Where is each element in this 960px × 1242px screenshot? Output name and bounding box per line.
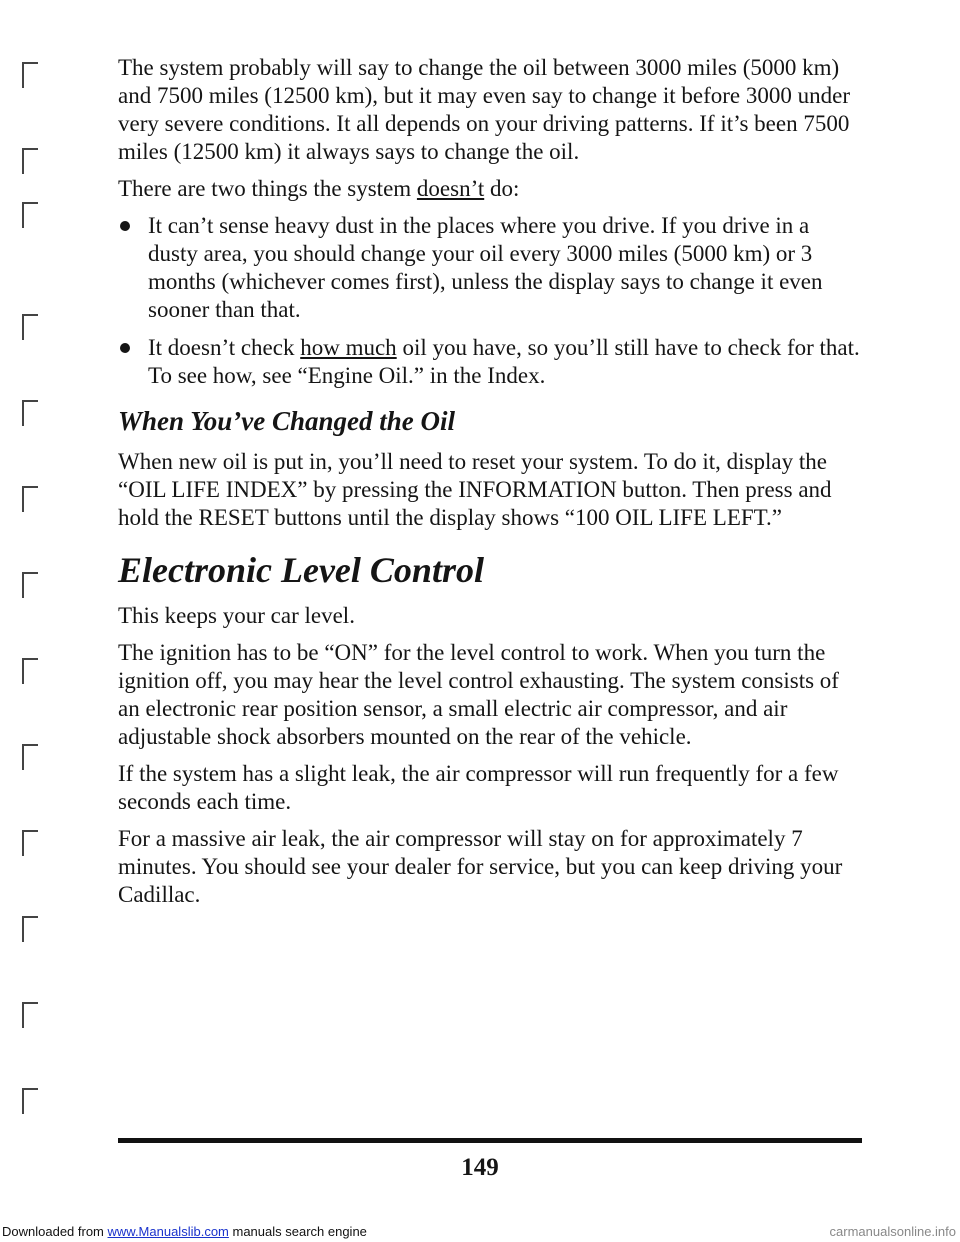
margin-mark xyxy=(22,744,38,770)
section-heading-level-control: Electronic Level Control xyxy=(118,550,484,590)
bullet-icon xyxy=(120,221,130,231)
margin-mark xyxy=(22,1002,38,1028)
level-paragraph-1: This keeps your car level. xyxy=(118,603,355,628)
margin-mark xyxy=(22,62,38,88)
page-content xyxy=(118,54,860,918)
page-number: 149 xyxy=(461,1154,499,1181)
list-item xyxy=(118,334,860,390)
limitations-list xyxy=(118,212,860,390)
bullet-text: It can’t sense heavy dust in the places where you drive. If you drive in a dusty area, you should change your oil every 3000 miles (5000 km) or 3 months (whichever comes first), unless the display says to change it even sooner than that. xyxy=(148,213,823,322)
bullet-lead: It doesn’t check xyxy=(148,335,301,360)
binding-margin-marks xyxy=(0,0,60,1242)
margin-mark xyxy=(22,202,38,228)
margin-mark xyxy=(22,916,38,942)
section-heading-changed-oil: When You’ve Changed the Oil xyxy=(118,406,456,436)
level-paragraph-4: For a massive air leak, the air compressor will stay on for approximately 7 minutes. You should see your dealer for service, but you can keep driving your Cadillac. xyxy=(118,826,843,907)
bullet-tail: oil you have, so you’ll still have to check for that. To see how, see “Engine Oil.” in the Index. xyxy=(148,335,860,388)
margin-mark xyxy=(22,658,38,684)
doesnt-lead: There are two things the system xyxy=(118,176,417,201)
doesnt-tail: do: xyxy=(484,176,520,201)
bullet-icon xyxy=(120,343,130,353)
level-paragraph-2: The ignition has to be “ON” for the level control to work. When you turn the ignition off, you may hear the level control exhausting. The system consists of an electronic rear position sensor, a small electric air compressor, and air adjustable shock absorbers mounted on the rear of the vehicle. xyxy=(118,640,839,749)
margin-mark xyxy=(22,830,38,856)
doesnt-underlined: doesn’t xyxy=(416,176,485,201)
margin-mark xyxy=(22,314,38,340)
watermark-text: carmanualsonline.info xyxy=(829,1224,956,1239)
footer-prefix: Downloaded from xyxy=(2,1224,108,1239)
footer-suffix: manuals search engine xyxy=(228,1224,367,1239)
footer-rule xyxy=(118,1138,862,1143)
manualslib-link[interactable]: www.Manualslib.com xyxy=(107,1224,229,1239)
list-item xyxy=(118,212,860,324)
bullet-underlined: how much xyxy=(300,335,397,360)
margin-mark xyxy=(22,148,38,174)
download-footer xyxy=(0,1222,960,1242)
margin-mark xyxy=(22,400,38,426)
margin-mark xyxy=(22,572,38,598)
footer-source xyxy=(2,1222,367,1242)
intro-paragraph: The system probably will say to change the oil between 3000 miles (5000 km) and 7500 miles (12500 km), but it may even say to change it before 3000 under very severe conditions. It all depends on your driving patterns. If it’s been 7500 miles (12500 km) it always says to change the oil. xyxy=(118,55,850,164)
margin-mark xyxy=(22,1088,38,1114)
level-paragraph-3: If the system has a slight leak, the air compressor will run frequently for a few seconds each time. xyxy=(118,761,839,814)
reset-paragraph: When new oil is put in, you’ll need to reset your system. To do it, display the “OIL LIFE INDEX” by pressing the INFORMATION button. Then press and hold the RESET buttons until the display shows “100 OIL LIFE LEFT.” xyxy=(118,449,832,530)
doesnt-paragraph xyxy=(118,175,860,203)
margin-mark xyxy=(22,486,38,512)
